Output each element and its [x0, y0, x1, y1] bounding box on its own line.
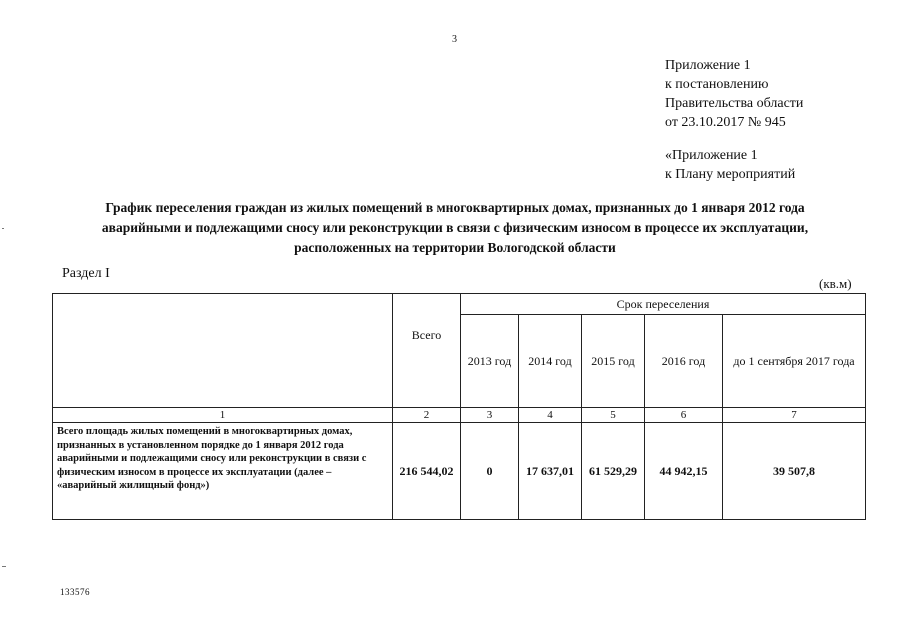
- appendix-line: Приложение 1: [665, 58, 751, 73]
- section-label: Раздел I: [62, 266, 110, 281]
- row-description: Всего площадь жилых помещений в многоквартирных домах, признанных в установленном порядке до 1 января 2012 года аварийными и подлежащими сносу или реконструкции в связи с физическим износом в процессе их эксплуатации (далее – «аварийный жилищный фонд»): [53, 423, 393, 520]
- row-value: 0: [461, 423, 519, 520]
- column-number: 2: [393, 408, 461, 423]
- empty-header-cell: [53, 294, 393, 408]
- appendix-line: «Приложение 1: [665, 148, 758, 163]
- row-total: 216 544,02: [393, 423, 461, 520]
- column-number: 6: [645, 408, 723, 423]
- row-value: 44 942,15: [645, 423, 723, 520]
- total-header: Всего: [393, 294, 461, 408]
- year-header: до 1 сентября 2017 года: [723, 315, 866, 408]
- column-number: 5: [582, 408, 645, 423]
- appendix-line: к Плану мероприятий: [665, 167, 796, 182]
- appendix-line: Правительства области: [665, 96, 804, 111]
- title-line: аварийными и подлежащими сносу или реконструкции в связи с физическим износом в процессе их эксплуатации,: [101, 220, 809, 235]
- plan-appendix-reference: [665, 146, 795, 184]
- year-header: 2015 год: [582, 315, 645, 408]
- row-value: 17 637,01: [519, 423, 582, 520]
- column-number: 3: [461, 408, 519, 423]
- column-numbers-row: [53, 408, 866, 423]
- header-row: [53, 294, 866, 315]
- column-number: 4: [519, 408, 582, 423]
- year-header: 2014 год: [519, 315, 582, 408]
- title-line: расположенных на территории Вологодской области: [294, 240, 616, 255]
- column-number: 1: [53, 408, 393, 423]
- column-number: 7: [723, 408, 866, 423]
- appendix-reference: [665, 56, 803, 132]
- period-header: Срок переселения: [461, 294, 866, 315]
- year-header: 2016 год: [645, 315, 723, 408]
- page-number: 3: [452, 34, 457, 45]
- table-row: [53, 423, 866, 520]
- title-line: График переселения граждан из жилых помещений в многоквартирных домах, признанных до 1 января 2012 года: [105, 200, 805, 215]
- scan-dot: [2, 228, 4, 229]
- appendix-line: от 23.10.2017 № 945: [665, 115, 786, 130]
- resettlement-table: [52, 293, 866, 520]
- scan-dot: [2, 566, 6, 567]
- document-title: [40, 198, 870, 258]
- row-value: 39 507,8: [723, 423, 866, 520]
- footer-code: 133576: [60, 587, 90, 597]
- year-header: 2013 год: [461, 315, 519, 408]
- row-value: 61 529,29: [582, 423, 645, 520]
- unit-label: (кв.м): [819, 276, 852, 291]
- appendix-line: к постановлению: [665, 77, 769, 92]
